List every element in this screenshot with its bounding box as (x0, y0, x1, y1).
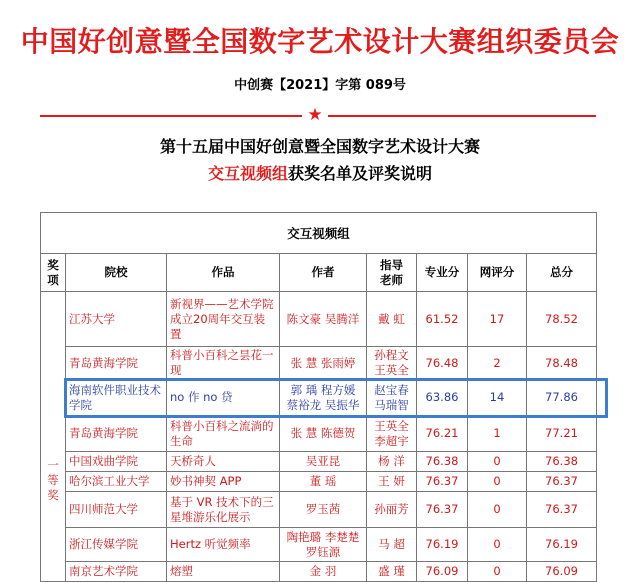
work-cell: 基于 VR 技术下的三星堆游乐化展示 (167, 492, 280, 528)
header-total: 总分 (527, 254, 597, 292)
teacher-cell: 王 妍 (367, 472, 417, 492)
pro-score-cell: 76.21 (417, 416, 468, 452)
work-cell: 妙书神契 APP (167, 472, 280, 492)
teacher-cell: 孙程文 王英全 (367, 347, 417, 380)
table-row (41, 380, 597, 416)
red-rule-left (40, 115, 302, 117)
web-score-cell: 2 (468, 347, 527, 380)
author-cell: 张 慧 张雨婷 (280, 347, 367, 380)
header-author: 作者 (280, 254, 367, 292)
teacher-cell: 赵宝春 马瑞智 (367, 380, 417, 416)
subtitle-rest: 获奖名单及评奖说明 (288, 164, 433, 183)
table-row (41, 472, 597, 492)
table-row (41, 492, 597, 528)
author-cell: 张 慧 陈德贺 (280, 416, 367, 452)
subtitle-highlight: 交互视频组 (207, 164, 288, 183)
school-cell: 青岛黄海学院 (66, 416, 167, 452)
teacher-cell: 戴 虹 (367, 292, 417, 347)
web-score-cell: 0 (468, 528, 527, 562)
pro-score-cell: 76.09 (417, 562, 468, 582)
work-cell: 天桥奇人 (167, 452, 280, 472)
school-cell: 青岛黄海学院 (66, 347, 167, 380)
web-score-cell: 0 (468, 562, 527, 582)
pro-score-cell: 63.86 (417, 380, 468, 416)
table-row (41, 528, 597, 562)
school-cell: 四川师范大学 (66, 492, 167, 528)
star-icon: ★ (307, 105, 323, 125)
author-cell: 郭 瑀 程方媛 蔡裕龙 吴振华 (280, 380, 367, 416)
document-number: 中创赛【2021】字第 089号 (234, 78, 406, 93)
org-title: 中国好创意暨全国数字艺术设计大赛组织委员会 (20, 25, 620, 58)
author-cell: 陶艳璐 李楚楚 罗钰源 (280, 528, 367, 562)
header-pro-score: 专业分 (417, 254, 468, 292)
pro-score-cell: 76.48 (417, 347, 468, 380)
table-row (41, 452, 597, 472)
table-row (41, 416, 597, 452)
header-web-score: 网评分 (468, 254, 527, 292)
work-cell: 新视界——艺术学院成立20周年交互装置 (167, 292, 280, 347)
table-body (41, 292, 597, 582)
total-cell: 76.38 (527, 452, 597, 472)
total-cell: 77.86 (527, 380, 597, 416)
table-row (41, 292, 597, 347)
pro-score-cell: 76.37 (417, 492, 468, 528)
total-cell: 76.19 (527, 528, 597, 562)
red-rule-right (328, 115, 596, 117)
web-score-cell: 0 (468, 492, 527, 528)
total-cell: 76.37 (527, 472, 597, 492)
total-cell: 76.37 (527, 492, 597, 528)
awards-table (40, 212, 597, 582)
web-score-cell: 14 (468, 380, 527, 416)
teacher-cell: 杨 洋 (367, 452, 417, 472)
header-rank: 奖 项 (41, 254, 66, 292)
author-cell: 吴亚昆 (280, 452, 367, 472)
author-cell: 陈文豪 吴腾洋 (280, 292, 367, 347)
author-cell: 罗玉茜 (280, 492, 367, 528)
work-cell: no 作 no 贷 (167, 380, 280, 416)
teacher-cell: 马 超 (367, 528, 417, 562)
total-cell: 76.09 (527, 562, 597, 582)
teacher-cell: 孙丽芳 (367, 492, 417, 528)
table-caption: 交互视频组 (41, 213, 597, 254)
work-cell: 科普小百科之流淌的生命 (167, 416, 280, 452)
total-cell: 78.48 (527, 347, 597, 380)
web-score-cell: 0 (468, 452, 527, 472)
table-row (41, 347, 597, 380)
header-school: 院校 (66, 254, 167, 292)
pro-score-cell: 76.37 (417, 472, 468, 492)
total-cell: 78.52 (527, 292, 597, 347)
web-score-cell: 1 (468, 416, 527, 452)
author-cell: 董 瑶 (280, 472, 367, 492)
school-cell: 浙江传媒学院 (66, 528, 167, 562)
school-cell: 海南软件职业技术学院 (66, 380, 167, 416)
pro-score-cell: 61.52 (417, 292, 468, 347)
web-score-cell: 0 (468, 472, 527, 492)
school-cell: 中国戏曲学院 (66, 452, 167, 472)
pro-score-cell: 76.19 (417, 528, 468, 562)
pro-score-cell: 76.38 (417, 452, 468, 472)
header-teacher: 指导 老师 (367, 254, 417, 292)
school-cell: 江苏大学 (66, 292, 167, 347)
header-work: 作品 (167, 254, 280, 292)
subtitle-line1: 第十五届中国好创意暨全国数字艺术设计大赛 (159, 137, 480, 156)
work-cell: 熔塑 (167, 562, 280, 582)
school-cell: 哈尔滨工业大学 (66, 472, 167, 492)
teacher-cell: 盛 瑾 (367, 562, 417, 582)
table-row (41, 562, 597, 582)
subtitle-line2 (0, 161, 640, 184)
total-cell: 77.21 (527, 416, 597, 452)
author-cell: 金 羽 (280, 562, 367, 582)
work-cell: Hertz 听觉频率 (167, 528, 280, 562)
school-cell: 南京艺术学院 (66, 562, 167, 582)
work-cell: 科普小百科之昙花一现 (167, 347, 280, 380)
teacher-cell: 王英全 李超宇 (367, 416, 417, 452)
rank-cell: 一 等 奖 (41, 292, 66, 582)
web-score-cell: 17 (468, 292, 527, 347)
